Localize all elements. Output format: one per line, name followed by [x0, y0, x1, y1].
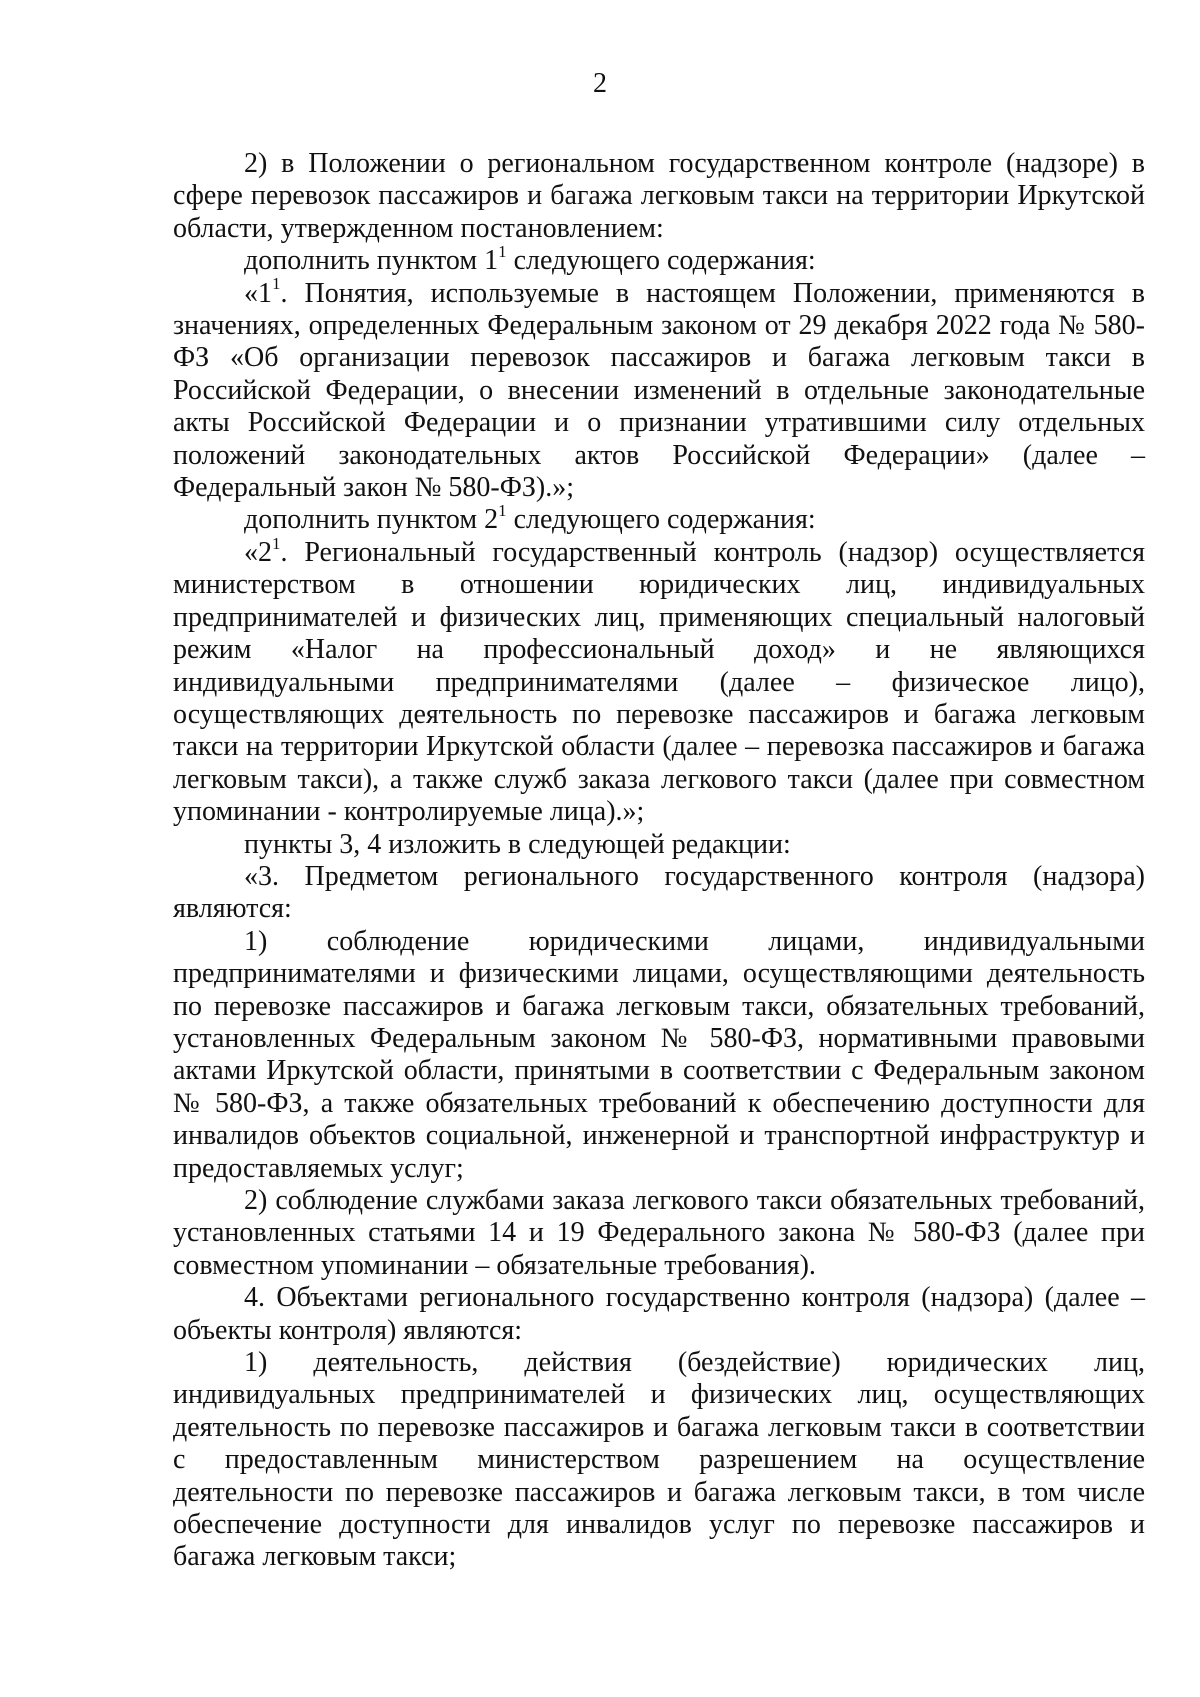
superscript: 1 — [272, 533, 281, 553]
paragraph-point-4-objects: 4. Объектами регионального государственно контроля (надзора) (далее – объекты контроля) являются: — [173, 1282, 1145, 1346]
paragraph-amendment-2: 2) в Положении о региональном государственном контроле (надзоре) в сфере перевозок пассажиров и багажа легковым такси на территории Иркутской области, утвержденном постановлением: — [173, 148, 1145, 244]
text-fragment: следующего содержания: — [506, 504, 816, 536]
text-fragment: . Региональный государственный контроль (надзор) осуществляется министерством в отношении юридических лиц, индивидуальных предпринимателей и физических лиц, применяющих специальный налоговый режим «Налог на профессиональный доход» и не являющихся индивидуальными предпринимателями (далее – физическое лицо), осуществляющих деятельность по перевозке пассажиров и багажа легковым такси на территории Иркутской области (далее – перевозка пассажиров и багажа легковым такси), а также служб заказа легкового такси (далее при совместном упоминании - контролируемые лица).»; — [173, 536, 1145, 828]
paragraph-point-3-subject: «3. Предметом регионального государственного контроля (надзора) являются: — [173, 860, 1145, 925]
text-fragment: «1 — [244, 277, 272, 309]
paragraph-point-2-1-control — [173, 533, 1145, 829]
page-number: 2 — [593, 68, 607, 99]
superscript: 1 — [498, 501, 507, 521]
paragraph-add-point-1-1 — [173, 241, 1145, 277]
text-fragment: «2 — [244, 536, 272, 568]
superscript: 1 — [272, 274, 281, 294]
paragraph-subitem-1-activity: 1) деятельность, действия (бездействие) юридических лиц, индивидуальных предпринимателей и физических лиц, осуществляющих деятельность по перевозке пассажиров и багажа легковым такси в соответствии с предоставленным министерством разрешением на осуществление деятельности по перевозке пассажиров и багажа легковым такси, в том числе обеспечение доступности для инвалидов услуг по перевозке пассажиров и багажа легковым такси; — [173, 1347, 1145, 1573]
text-fragment: дополнить пунктом 2 — [244, 504, 499, 536]
paragraph-point-1-1-concepts — [173, 274, 1145, 505]
paragraph-subitem-1-compliance: 1) соблюдение юридическими лицами, индивидуальными предпринимателями и физическими лицами, осуществляющими деятельность по перевозке пассажиров и багажа легковым такси, обязательных требований, установленных Федеральным законом № 580-ФЗ, нормативными правовыми актами Иркутской области, принятыми в соответствии с Федеральным законом № 580-ФЗ, а также обязательных требований к обеспечению доступности для инвалидов объектов социальной, инженерной и транспортной инфраструктур и предоставляемых услуг; — [173, 925, 1145, 1184]
document-body — [173, 148, 1145, 1574]
paragraph-add-point-2-1 — [173, 501, 1145, 536]
paragraph-points-3-4-intro: пункты 3, 4 изложить в следующей редакции: — [244, 828, 791, 860]
text-fragment: дополнить пунктом 1 — [244, 245, 499, 277]
text-fragment: . Понятия, используемые в настоящем Положении, применяются в значениях, определенных Федеральным законом от 29 декабря 2022 года № 580-ФЗ «Об организации перевозок пассажиров и багажа легковым такси в Российской Федерации, о внесении изменений в отдельные законодательные акты Российской Федерации и о признании утратившими силу отдельных положений законодательных актов Российской Федерации» (далее – Федеральный закон № 580-ФЗ).»; — [173, 277, 1145, 504]
superscript: 1 — [498, 241, 507, 261]
paragraph-subitem-2-services: 2) соблюдение службами заказа легкового такси обязательных требований, установленных статьями 14 и 19 Федерального закона № 580-ФЗ (далее при совместном упоминании – обязательные требования). — [173, 1185, 1145, 1281]
text-fragment: следующего содержания: — [506, 245, 816, 277]
